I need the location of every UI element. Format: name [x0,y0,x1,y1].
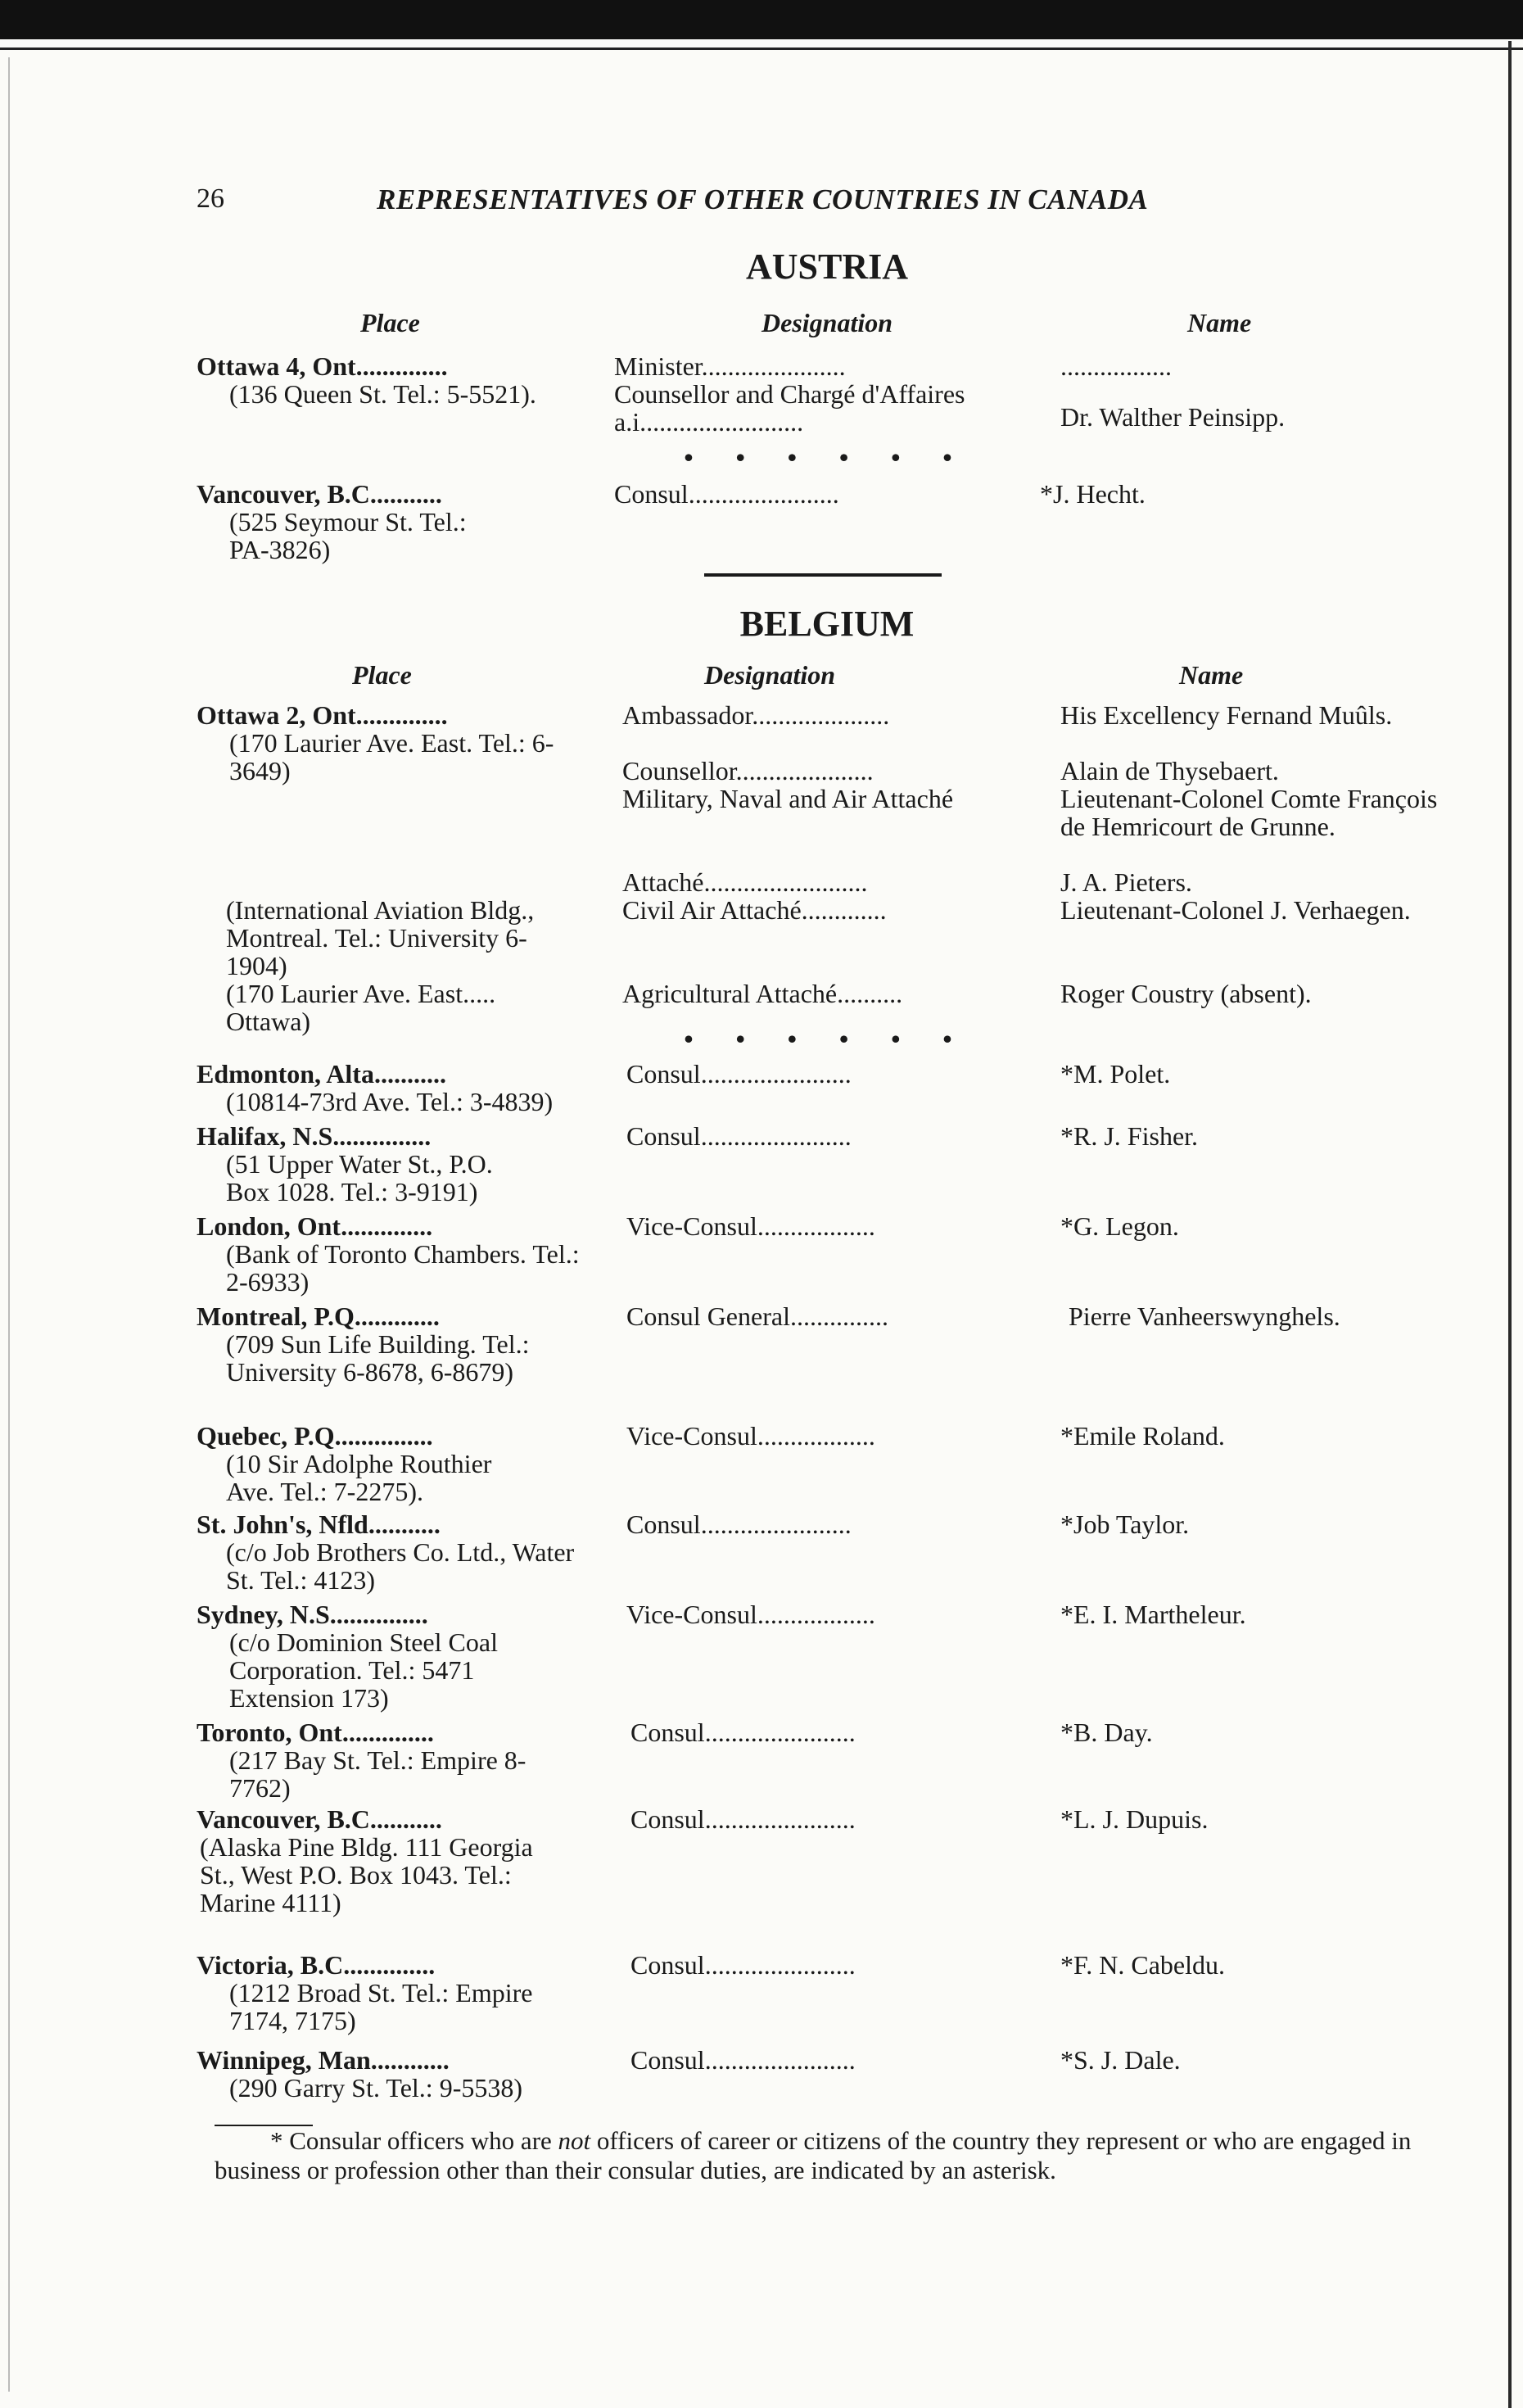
designation: Consul....................... [630,2045,856,2075]
section-title: AUSTRIA [745,247,909,287]
officer-name: ................. [1060,351,1172,381]
officer-name: *Job Taylor. [1060,1510,1190,1539]
officer-name: Alain de Thysebaert. [1060,756,1279,785]
designation: Counsellor..................... [622,756,874,785]
place-address: (525 Seymour St. Tel.: PA-3826) [229,507,467,564]
place-address: (10 Sir Adolphe Routhier Ave. Tel.: 7-2275). [226,1449,492,1506]
page-number: 26 [197,183,224,214]
designation: Vice-Consul.................. [626,1211,875,1241]
place-city: Montreal, P.Q............. [197,1301,440,1331]
column-header-designation: Designation [762,308,893,337]
designation: Attaché......................... [622,867,868,897]
column-header-name: Name [1187,308,1252,337]
place-address: (Alaska Pine Bldg. 111 Georgia St., West P.O. Box 1043. Tel.: Marine 4111) [200,1832,533,1917]
section-title: BELGIUM [739,604,915,644]
officer-name: *R. J. Fisher. [1060,1121,1199,1151]
officer-name: *E. I. Martheleur. [1060,1600,1246,1629]
footnote-emphasis: not [558,2126,591,2155]
separator-dots: • • • • • • [684,1024,970,1053]
separator-dots: • • • • • • [684,442,970,472]
page-header [197,183,1261,229]
column-header-designation: Designation [704,660,836,690]
place-address: (1212 Broad St. Tel.: Empire 7174, 7175) [229,1978,533,2035]
officer-name: *F. N. Cabeldu. [1060,1950,1225,1980]
place-city: Vancouver, B.C........... [197,1804,442,1834]
designation: Ambassador..................... [622,700,890,730]
footnote-text-post: officers of career or citizens of the country they represent or who are engaged in business or profession other than their consular duties, are indicated by an asterisk. [215,2126,1412,2184]
scan-right-border [1508,41,1512,2408]
place-city: London, Ont.............. [197,1211,433,1241]
designation: Consul....................... [626,1121,852,1151]
officer-name: Pierre Vanheerswynghels. [1069,1301,1340,1331]
footnote [215,2126,1459,2185]
designation: Consul....................... [630,1718,856,1747]
designation: Civil Air Attaché............. [622,895,887,925]
officer-name: J. A. Pieters. [1060,867,1192,897]
place-city: Sydney, N.S............... [197,1600,428,1629]
column-header-name: Name [1179,660,1244,690]
place-city: Quebec, P.Q............... [197,1421,433,1451]
place-city: Ottawa 2, Ont.............. [197,700,448,730]
officer-name: *Emile Roland. [1060,1421,1225,1451]
officer-name: His Excellency Fernand Muûls. [1060,700,1393,730]
column-header-place: Place [360,308,420,337]
officer-name: *J. Hecht. [1040,479,1146,509]
place-address: (136 Queen St. Tel.: 5-5521). [229,379,536,409]
footnote-text-pre: * Consular officers who are [270,2126,558,2155]
place-address: (709 Sun Life Building. Tel.: University 6-8678, 6-8679) [226,1329,530,1387]
designation: Consul....................... [630,1804,856,1834]
place-city: Ottawa 4, Ont.............. [197,351,448,381]
designation: Consul....................... [626,1510,852,1539]
officer-name: Lieutenant-Colonel Comte François de Hemricourt de Grunne. [1060,784,1438,841]
designation: Consul....................... [614,479,839,509]
designation: Vice-Consul.................. [626,1600,875,1629]
place-address: (c/o Dominion Steel Coal Corporation. Tel.: 5471 Extension 173) [229,1627,498,1713]
officer-name: Roger Coustry (absent). [1060,979,1312,1008]
place-city: Vancouver, B.C........... [197,479,442,509]
scan-top-border [0,0,1523,39]
officer-name: *B. Day. [1060,1718,1153,1747]
place-city: Toronto, Ont.............. [197,1718,434,1747]
place-address: (International Aviation Bldg., Montreal. Tel.: University 6-1904) [226,895,535,980]
place-address: (217 Bay St. Tel.: Empire 8-7762) [229,1745,526,1803]
place-address: (170 Laurier Ave. East..... Ottawa) [226,979,496,1036]
scan-top-rule [0,48,1523,50]
column-header-place: Place [352,660,412,690]
designation: Vice-Consul.................. [626,1421,875,1451]
place-city: Victoria, B.C.............. [197,1950,436,1980]
designation: Consul....................... [630,1950,856,1980]
place-address: (51 Upper Water St., P.O. Box 1028. Tel.: 3-9191) [226,1149,493,1206]
designation: Agricultural Attaché.......... [622,979,903,1008]
scan-left-edge [8,57,10,2392]
place-address: (Bank of Toronto Chambers. Tel.: 2-6933) [226,1239,580,1297]
place-address: (170 Laurier Ave. East. Tel.: 6-3649) [229,728,554,785]
officer-name: *L. J. Dupuis. [1060,1804,1209,1834]
place-address: (10814-73rd Ave. Tel.: 3-4839) [226,1087,554,1116]
designation: Minister...................... [614,351,846,381]
officer-name: *M. Polet. [1060,1059,1171,1089]
place-address: (c/o Job Brothers Co. Ltd., Water St. Tel.: 4123) [226,1537,575,1595]
designation: Military, Naval and Air Attaché [622,784,954,813]
designation: Consul General............... [626,1301,888,1331]
place-city: Edmonton, Alta........... [197,1059,446,1089]
officer-name: *S. J. Dale. [1060,2045,1181,2075]
running-head: REPRESENTATIVES OF OTHER COUNTRIES IN CANADA [377,183,1149,215]
section-divider [704,573,942,577]
officer-name: Lieutenant-Colonel J. Verhaegen. [1060,895,1411,925]
officer-name: *G. Legon. [1060,1211,1179,1241]
designation: Counsellor and Chargé d'Affaires a.i......................... [614,379,965,437]
place-city: Halifax, N.S............... [197,1121,432,1151]
place-city: Winnipeg, Man............ [197,2045,450,2075]
place-city: St. John's, Nfld........... [197,1510,441,1539]
officer-name: Dr. Walther Peinsipp. [1060,402,1286,432]
place-address: (290 Garry St. Tel.: 9-5538) [229,2073,522,2102]
designation: Consul....................... [626,1059,852,1089]
